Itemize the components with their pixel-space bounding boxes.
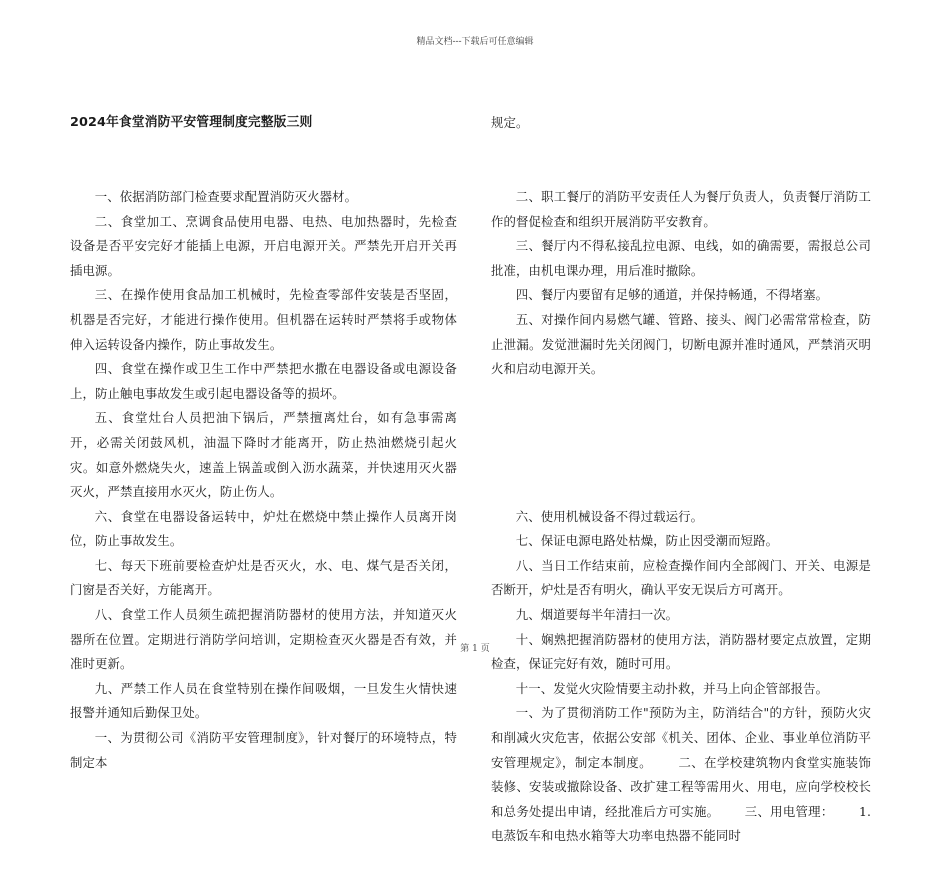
paragraph: 四、食堂在操作或卫生工作中严禁把水撒在电器设备或电源设备上，防止触电事故发生或引起电器设备等的损坏。 bbox=[70, 361, 457, 401]
paragraph: 七、保证电源电路处枯燥，防止因受潮而短路。 bbox=[515, 533, 779, 549]
paragraph: 一、依据消防部门检查要求配置消防灭火器材。 bbox=[94, 188, 358, 204]
continued-text: 规定。 bbox=[491, 115, 529, 131]
paragraph: 二、食堂加工、烹调食品使用电器、电热、电加热器时，先检查设备是否平安完好才能插上电源，开启电源开关。严禁先开启开关再插电源。 bbox=[70, 213, 457, 278]
paragraph: 六、食堂在电器设备运转中，炉灶在燃烧中禁止操作人员离开岗位，防止事故发生。 bbox=[70, 508, 457, 549]
paragraph: 三、在操作使用食品加工机械时，先检查零部件安装是否坚固，机器是否完好，才能进行操作使用。但机器在运转时严禁将手或物体伸入运转设备内操作，防止事故发生。 bbox=[70, 287, 457, 352]
paragraph: 五、食堂灶台人员把油下锅后，严禁擅离灶台，如有急事需离开，必需关闭鼓风机，油温下降时才能离开，防止热油燃烧引起火灾。如意外燃烧失火，速盖上锅盖或倒入沥水蔬菜，并快速用灭火器灭火，严禁直接用水灭火，防止伤人。 bbox=[70, 410, 457, 500]
right-column bbox=[491, 62, 871, 874]
paragraph: 十、娴熟把握消防器材的使用方法，消防器材要定点放置，定期检查，保证完好有效，随时可用。 bbox=[491, 631, 871, 672]
page-number: 第 1 页 bbox=[460, 644, 490, 654]
paragraph: 四、餐厅内要留有足够的通道，并保持畅通，不得堵塞。 bbox=[515, 287, 829, 303]
left-column bbox=[70, 62, 457, 800]
paragraph: 七、每天下班前要检查炉灶是否灭火，水、电、煤气是否关闭，门窗是否关好，方能离开。 bbox=[70, 557, 457, 598]
paragraph: 一、为了贯彻消防工作"预防为主，防消结合"的方针，预防火灾和削减火灾危害，依据公安部《机关、团体、企业、事业单位消防平安管理规定》，制定本制度。 二、在学校建筑物内食堂实施装饰装修、安装或撤除设备、改扩建工程等需用火、用电，应向学校校长和总务处提出申请，经批准后方可实施。 三、用电管理： 1.电蒸饭车和电热水箱等大功率电热器不能同时 bbox=[491, 705, 871, 844]
paragraph: 五、对操作间内易燃气罐、管路、接头、阀门必需常常检查，防止泄漏。发觉泄漏时先关闭阀门，切断电源并准时通风，严禁消灭明火和启动电源开关。 bbox=[491, 311, 871, 377]
paragraph: 三、餐厅内不得私接乱拉电源、电线，如的确需要，需报总公司批准，由机电课办理，用后准时撤除。 bbox=[491, 238, 871, 278]
left-paragraphs bbox=[70, 185, 457, 775]
paragraph: 十一、发觉火灾险情要主动扑救，并马上向企管部报告。 bbox=[515, 680, 829, 696]
paragraph-gap bbox=[491, 431, 871, 456]
paragraph: 九、严禁工作人员在食堂特别在操作间吸烟，一旦发生火情快速报警并通知后勤保卫处。 bbox=[70, 680, 457, 721]
right-paragraphs bbox=[491, 185, 871, 382]
page-header: 精品文档---下载后可任意编辑 bbox=[416, 37, 534, 47]
paragraph: 六、使用机械设备不得过载运行。 bbox=[515, 508, 704, 524]
right-paragraphs-2 bbox=[491, 505, 871, 849]
paragraph: 八、食堂工作人员须生疏把握消防器材的使用方法，并知道灭火器所在位置。定期进行消防学问培训，定期检查灭火器是否有效，并准时更新。 bbox=[70, 607, 457, 672]
paragraph: 九、烟道要每半年清扫一次。 bbox=[515, 607, 679, 623]
paragraph: 二、职工餐厅的消防平安责任人为餐厅负责人，负责餐厅消防工作的督促检查和组织开展消防平安教育。 bbox=[491, 188, 871, 229]
paragraph: 一、为贯彻公司《消防平安管理制度》，针对餐厅的环境特点，特制定本 bbox=[70, 730, 457, 770]
document-title: 2024年食堂消防平安管理制度完整版三则 bbox=[70, 115, 313, 131]
paragraph: 八、当日工作结束前，应检查操作间内全部阀门、开关、电源是否断开，炉灶是否有明火，确认平安无误后方可离开。 bbox=[491, 557, 871, 598]
